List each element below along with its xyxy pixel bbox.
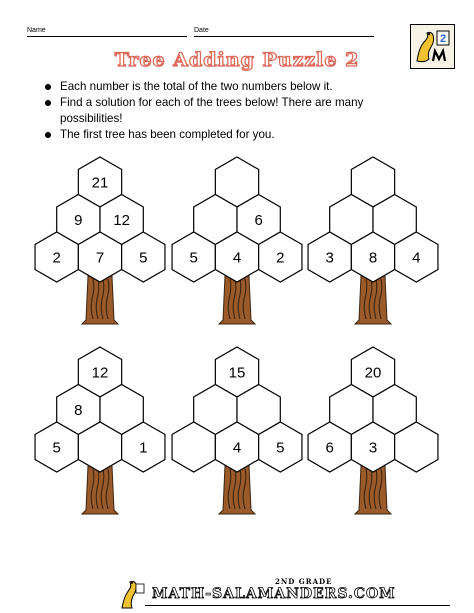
tree-puzzle [35, 347, 165, 514]
hex-cell-bottom-value: 4 [232, 439, 242, 457]
tree-puzzle [308, 347, 438, 514]
logo-grade-number: 2 [439, 33, 447, 45]
tree-puzzle [172, 157, 302, 324]
hex-cell-bottom-value: 7 [95, 249, 105, 267]
footer [0, 575, 474, 613]
page-title: Tree Adding Puzzle 2 [114, 49, 360, 71]
name-label: Name [27, 27, 46, 34]
hex-cell-bottom-value: 5 [276, 439, 285, 457]
instruction-item: Find a solution for each of the trees below! There are many possibilities! [44, 95, 424, 127]
footer-rule [145, 605, 450, 606]
instruction-item: Each number is the total of the two numbers below it. [44, 79, 424, 95]
tree-trunk [82, 466, 118, 514]
footer-grade: 2ND GRADE [275, 577, 333, 586]
footer-brand[interactable]: MATH-SALAMANDERS.COM [152, 586, 396, 602]
instruction-item: The first tree has been completed for you. [44, 127, 424, 143]
hex-cell-bottom-value: 3 [325, 249, 334, 267]
date-label: Date [194, 27, 209, 34]
hex-cell-middle-value: 6 [254, 212, 263, 229]
hex-cell-bottom-value: 2 [52, 249, 61, 267]
hex-cell-bottom-value: 5 [139, 249, 148, 267]
tree-trunk [219, 466, 255, 514]
tree-puzzle [35, 157, 165, 324]
hex-cell-bottom-value: 2 [276, 249, 285, 267]
hex-cell-bottom-value: 5 [52, 439, 61, 457]
hex-cell-middle-value: 8 [74, 402, 83, 419]
hex-cell-bottom-value: 1 [139, 439, 148, 457]
tree-trunk [82, 276, 118, 324]
salamander-mascot-icon [118, 578, 146, 610]
hex-cell-middle-value: 12 [113, 212, 130, 229]
tree-puzzle [308, 157, 438, 324]
hex-cell-top-value: 12 [91, 364, 109, 382]
hex-cell-middle-value: 9 [74, 212, 83, 229]
hex-cell-bottom-value: 3 [368, 439, 378, 457]
hex-cell-bottom-value: 6 [325, 439, 334, 457]
hex-cell-bottom-value: 4 [412, 249, 421, 267]
hex-cell-bottom-value: 8 [368, 249, 378, 267]
tree-puzzle [172, 347, 302, 514]
tree-trunk [355, 276, 391, 324]
hex-cell-bottom-value: 5 [189, 249, 198, 267]
hex-cell-top-value: 15 [228, 364, 246, 382]
hex-cell-bottom-value: 4 [232, 249, 242, 267]
hex-cell-top-value: 20 [364, 364, 382, 382]
tree-trunk [355, 466, 391, 514]
hex-cell-top-value: 21 [91, 174, 109, 192]
tree-trunk [219, 276, 255, 324]
